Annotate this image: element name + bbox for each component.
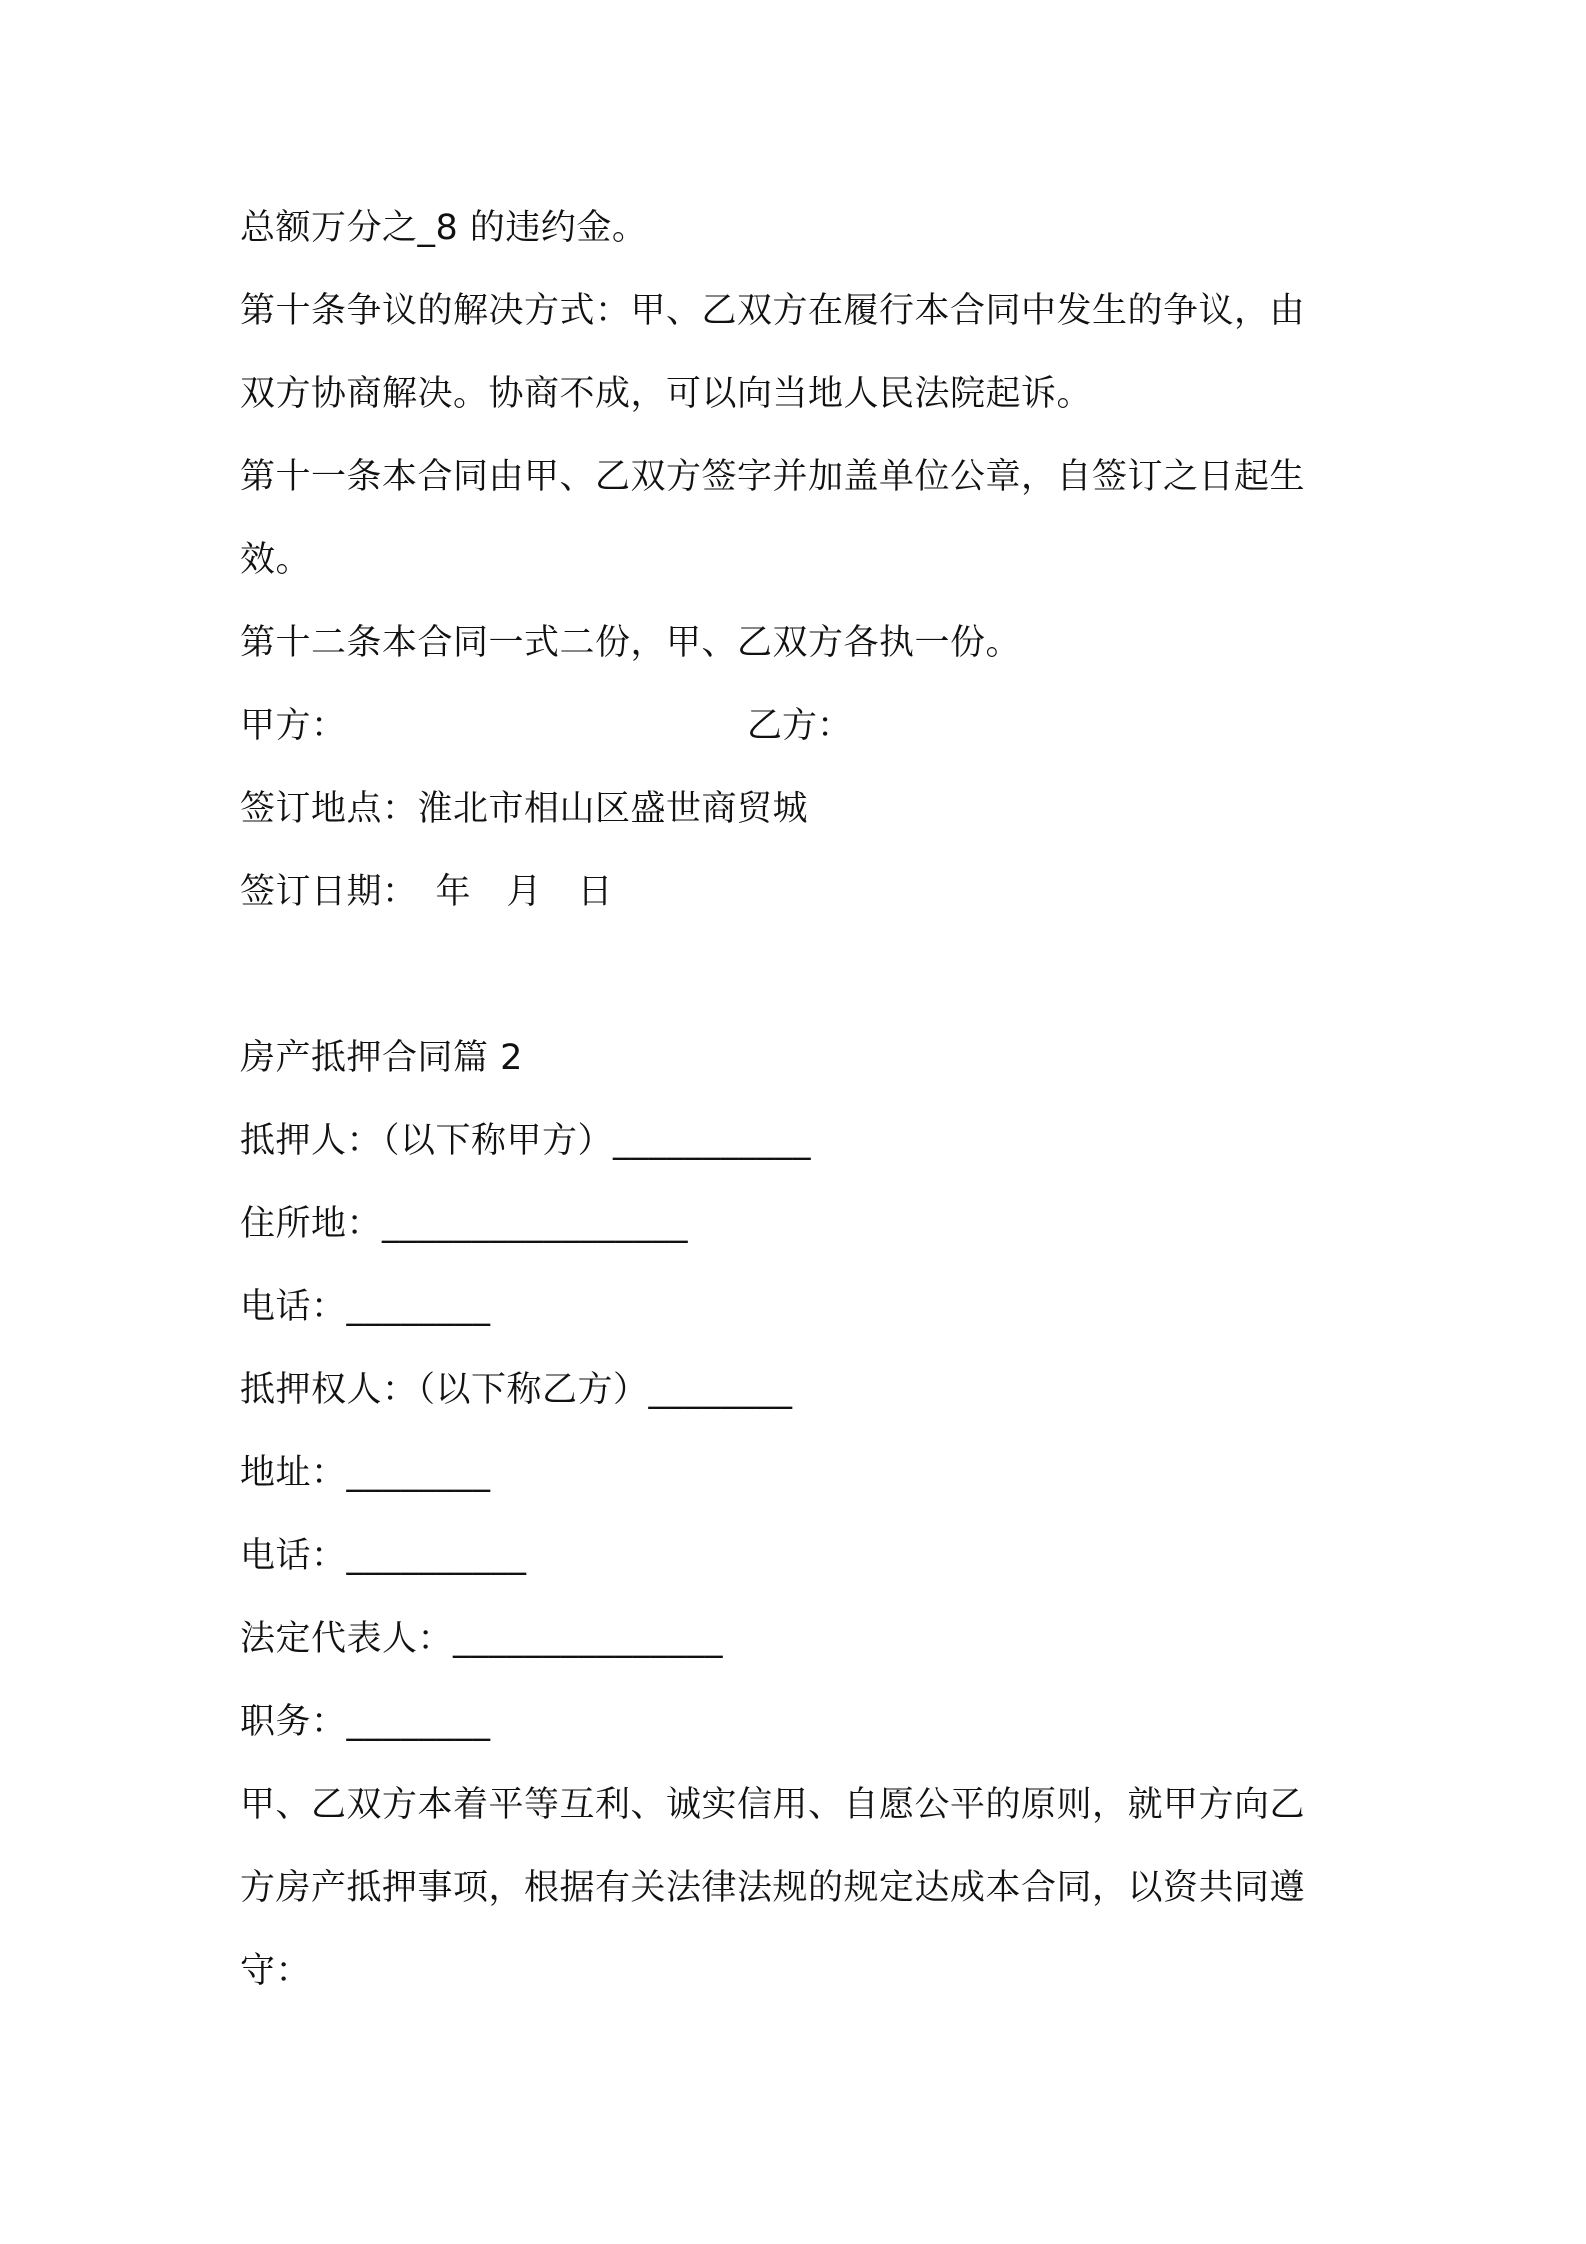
mortgagor-field: 抵押人：（以下称甲方）___________ [240, 1121, 812, 1161]
signing-place: 签订地点：淮北市相山区盛世商贸城 [240, 789, 809, 829]
phone-field-2: 电话：__________ [240, 1536, 527, 1576]
penalty-clause-text: 总额万分之_8 的违约金。 [240, 208, 648, 248]
party-b-label: 乙方： [747, 706, 853, 746]
position-field: 职务：________ [240, 1702, 491, 1742]
residence-field: 住所地：_________________ [240, 1204, 689, 1244]
legal-representative-field: 法定代表人：_______________ [240, 1619, 724, 1659]
address-field: 地址：________ [240, 1453, 491, 1493]
intro-line-1: 甲、乙双方本着平等互利、诚实信用、自愿公平的原则，就甲方向乙 [240, 1785, 1306, 1825]
intro-line-3: 守： [240, 1951, 312, 1991]
effective-clause-line-2: 效。 [240, 540, 312, 580]
signing-date: 签订日期： 年 月 日 [240, 872, 614, 912]
mortgagee-field: 抵押权人：（以下称乙方）________ [240, 1370, 793, 1410]
phone-field-1: 电话：________ [240, 1287, 491, 1327]
dispute-clause-line-2: 双方协商解决。协商不成，可以向当地人民法院起诉。 [240, 374, 1093, 414]
effective-clause-line-1: 第十一条本合同由甲、乙双方签字并加盖单位公章，自签订之日起生 [240, 457, 1306, 497]
dispute-clause-line-1: 第十条争议的解决方式：甲、乙双方在履行本合同中发生的争议，由 [240, 291, 1306, 331]
intro-line-2: 方房产抵押事项，根据有关法律法规的规定达成本合同，以资共同遵 [240, 1868, 1306, 1908]
section-title: 房产抵押合同篇 2 [240, 1038, 523, 1078]
copies-clause-text: 第十二条本合同一式二份，甲、乙双方各执一份。 [240, 623, 1022, 663]
party-a-label: 甲方： [240, 706, 347, 746]
